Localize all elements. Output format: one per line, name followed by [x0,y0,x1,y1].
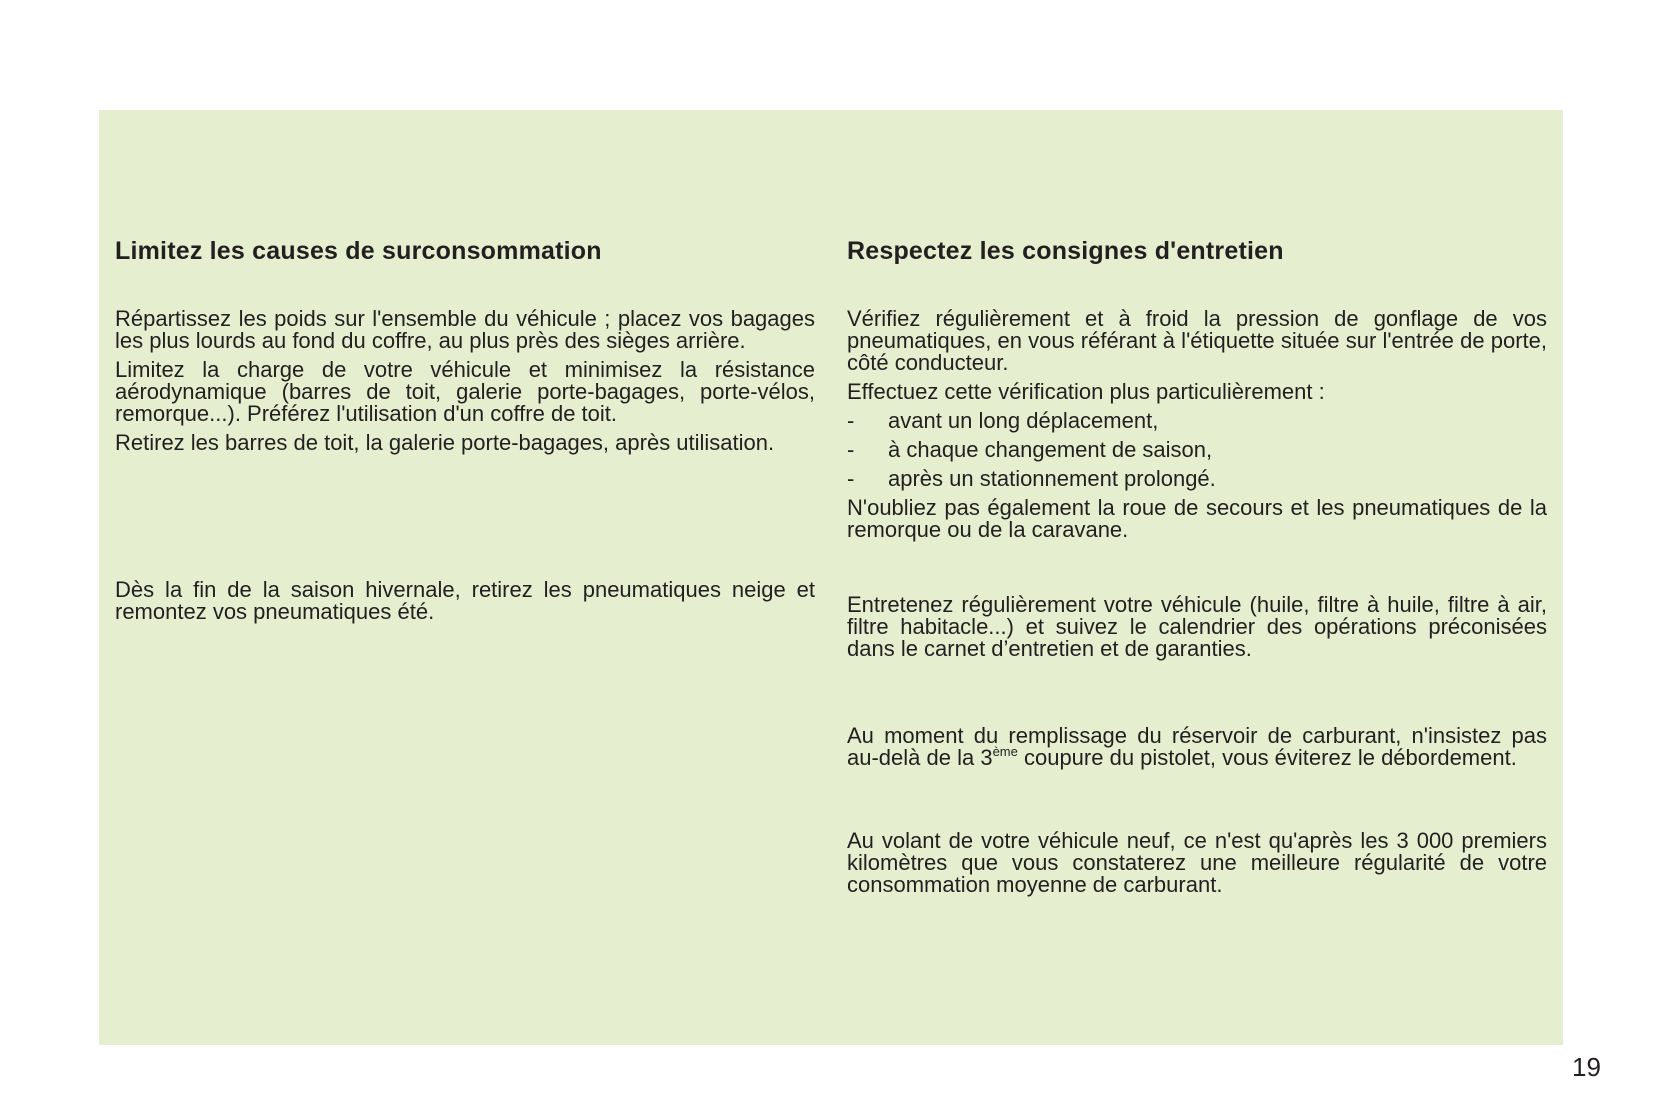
content-panel [99,110,1563,1045]
right-paragraph-2: Effectuez cette vérification plus particulièrement : [847,379,1325,404]
left-paragraph-1: Répartissez les poids sur l'ensemble du véhicule ; placez vos bagages les plus lourds au fond du coffre, au plus près des sièges arrière. [115,306,815,353]
right-block-new-vehicle [847,830,1547,896]
bullet-text: avant un long déplacement, [888,408,1159,433]
right-heading: Respectez les consignes d'entretien [847,237,1284,265]
right-block-maintenance [847,594,1547,660]
bullet-item [847,439,1547,461]
right-paragraph-3: N'oubliez pas également la roue de secours et les pneumatiques de la remorque ou de la caravane. [847,495,1547,542]
bullet-text: à chaque changement de saison, [888,437,1213,462]
ordinal-superscript: ème [992,744,1018,759]
page-number: 19 [1572,1052,1601,1082]
right-paragraph-4: Entretenez régulièrement votre véhicule (huile, filtre à huile, filtre à air, filtre habitacle...) et suivez le calendrier des opérations préconisées dans le carnet d’entretien et de garanties. [847,592,1547,661]
left-paragraph-2: Limitez la charge de votre véhicule et minimisez la résistance aérodynamique (barres de toit, galerie porte-bagages, porte-vélos, remorque...). Préférez l'utilisation d'un coffre de toit. [115,357,815,426]
bullet-item [847,468,1547,490]
left-heading: Limitez les causes de surconsommation [115,237,602,265]
bullet-dash: - [847,437,855,462]
bullet-dash: - [847,408,855,433]
bullet-text: après un stationnement prolongé. [888,466,1216,491]
left-block-tyres [115,579,815,623]
left-paragraph-4: Dès la fin de la saison hivernale, retirez les pneumatiques neige et remontez vos pneumatiques été. [115,577,815,624]
refuel-text-start: Au moment du remplissage du réservoir de carburant, n'insistez pas au-delà de la 3 [847,723,1547,770]
left-block-weight [115,308,815,454]
bullet-item [847,410,1547,432]
right-paragraph-1: Vérifiez régulièrement et à froid la pression de gonflage de vos pneumatiques, en vous référant à l'étiquette située sur l'entrée de porte, côté conducteur. [847,306,1547,375]
refuel-text-end: coupure du pistolet, vous éviterez le débordement. [1017,745,1517,770]
right-paragraph-6: Au volant de votre véhicule neuf, ce n'est qu'après les 3 000 premiers kilomètres que vous constaterez une meilleure régularité de votre consommation moyenne de carburant. [847,828,1547,897]
left-paragraph-3: Retirez les barres de toit, la galerie porte-bagages, après utilisation. [115,430,775,455]
right-block-refuel [847,725,1547,769]
right-paragraph-5 [847,725,1547,769]
right-block-pressure [847,308,1547,541]
bullet-dash: - [847,466,855,491]
